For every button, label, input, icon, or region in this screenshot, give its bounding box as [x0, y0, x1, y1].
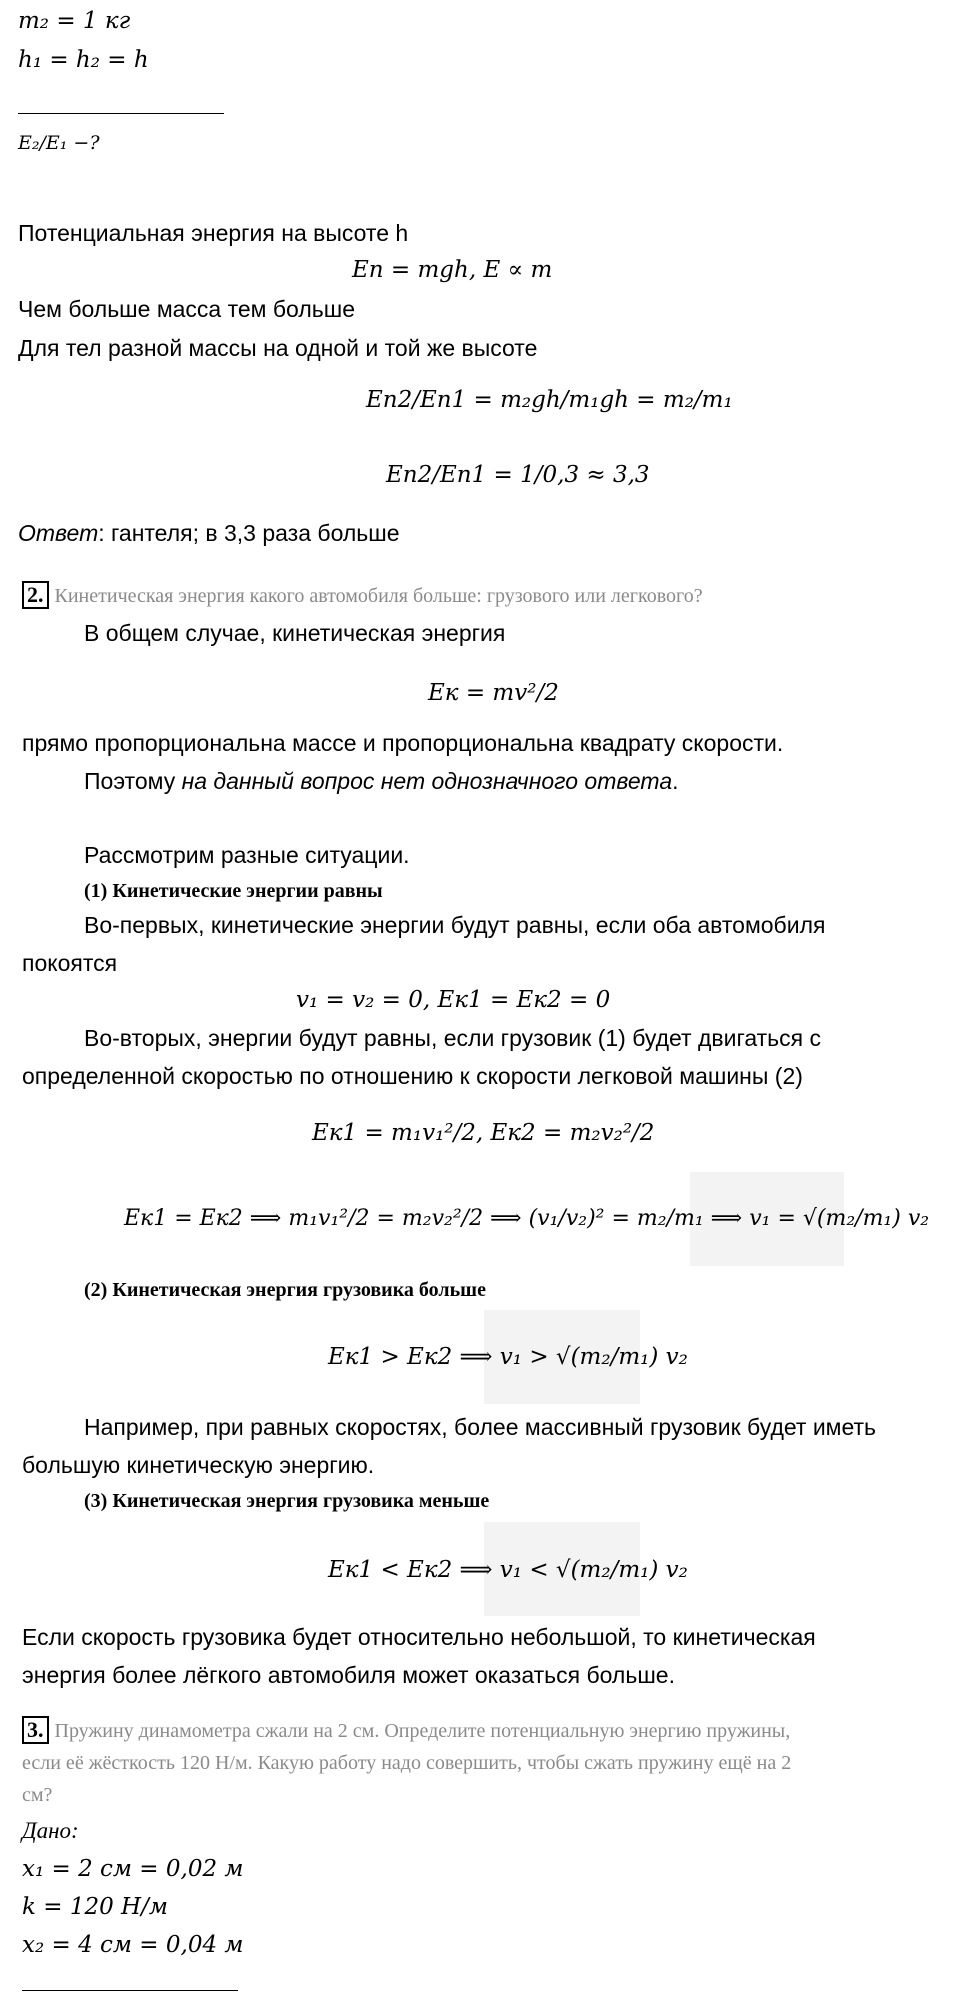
p1-line3: Для тел разной массы на одной и той же высоте	[18, 335, 538, 361]
t2-formula2: v₁ = v₂ = 0, Eк1 = Eк2 = 0	[296, 987, 611, 1013]
p1-formula1: Eп = mgh, E ∝ m	[352, 257, 553, 283]
t2-line10: большую кинетическую энергию.	[22, 1452, 375, 1478]
task3-question-l1: Пружину динамометра сжали на 2 см. Определите потенциальную энергию пружины,	[54, 1720, 791, 1742]
t2-line7: Во-вторых, энергии будут равны, если грузовик (1) будет двигаться с	[84, 1025, 821, 1051]
t2-line1: В общем случае, кинетическая энергия	[84, 620, 506, 646]
p1-line2: Чем больше масса тем больше	[18, 296, 355, 322]
t2-line12: энергия более лёгкого автомобиля может оказаться больше.	[22, 1662, 675, 1688]
t2-line6: покоятся	[22, 950, 118, 976]
given-divider	[18, 113, 224, 114]
t2-line3c: .	[672, 768, 679, 794]
t2-formula4: Eк1 = Eк2 ⟹ m₁v₁²/2 = m₂v₂²/2 ⟹ (v₁/v₂)² = m₂/m₁ ⟹ v₁ = √(m₂/m₁) v₂	[124, 1206, 930, 1231]
t2-formula1: Eк = mv²/2	[428, 680, 559, 706]
t2-line4: Рассмотрим разные ситуации.	[84, 842, 410, 868]
t2-formula3: Eк1 = m₁v₁²/2, Eк2 = m₂v₂²/2	[312, 1120, 655, 1146]
t2-line3b: на данный вопрос нет однозначного ответа	[181, 768, 673, 794]
given-h: h₁ = h₂ = h	[18, 47, 149, 73]
t2-line8: определенной скоростью по отношению к скорости легковой машины (2)	[22, 1063, 803, 1089]
answer-label: Ответ	[18, 520, 99, 546]
t2-line5: Во-первых, кинетические энергии будут равны, если оба автомобиля	[84, 912, 826, 938]
given-k: k = 120 Н/м	[22, 1894, 168, 1920]
task2-number: 2.	[22, 581, 49, 609]
find-ratio: E₂/E₁ −?	[18, 132, 100, 154]
t2-line3	[84, 766, 679, 796]
given-label: Дано:	[22, 1818, 79, 1843]
given-x2: x₂ = 4 см = 0,04 м	[22, 1932, 244, 1958]
answer-text: : гантеля; в 3,3 раза больше	[98, 520, 400, 546]
t2-heading3: (3) Кинетическая энергия грузовика меньше	[84, 1490, 490, 1512]
task2-question: Кинетическая энергия какого автомобиля больше: грузового или легкового?	[54, 585, 703, 607]
t2-heading1: (1) Кинетические энергии равны	[84, 880, 383, 902]
task3-number: 3.	[22, 1716, 49, 1744]
p1-line1: Потенциальная энергия на высоте h	[18, 220, 409, 246]
task3-header	[22, 1714, 790, 1746]
p1-formula2: Eп2/Eп1 = m₂gh/m₁gh = m₂/m₁	[366, 387, 733, 413]
p1-formula3: Eп2/Eп1 = 1/0,3 ≈ 3,3	[386, 462, 650, 488]
task3-question-l2: если её жёсткость 120 Н/м. Какую работу надо совершить, чтобы сжать пружину ещё на 2	[22, 1752, 792, 1774]
task3-question-l3: см?	[22, 1784, 53, 1806]
t2-line9: Например, при равных скоростях, более массивный грузовик будет иметь	[84, 1414, 877, 1440]
p1-answer	[18, 518, 400, 548]
t2-line3a: Поэтому	[84, 768, 182, 794]
given-m2: m₂ = 1 кг	[18, 8, 131, 34]
t2-line11: Если скорость грузовика будет относительно небольшой, то кинетическая	[22, 1624, 816, 1650]
t2-formula5: Eк1 > Eк2 ⟹ v₁ > √(m₂/m₁) v₂	[328, 1344, 688, 1370]
given-x1: x₁ = 2 см = 0,02 м	[22, 1856, 244, 1882]
t2-line2: прямо пропорциональна массе и пропорциональна квадрату скорости.	[22, 730, 784, 756]
t2-formula6: Eк1 < Eк2 ⟹ v₁ < √(m₂/m₁) v₂	[328, 1557, 688, 1583]
t2-heading2: (2) Кинетическая энергия грузовика больше	[84, 1279, 486, 1301]
task2-header	[22, 579, 703, 611]
task3-divider	[22, 1990, 238, 1991]
